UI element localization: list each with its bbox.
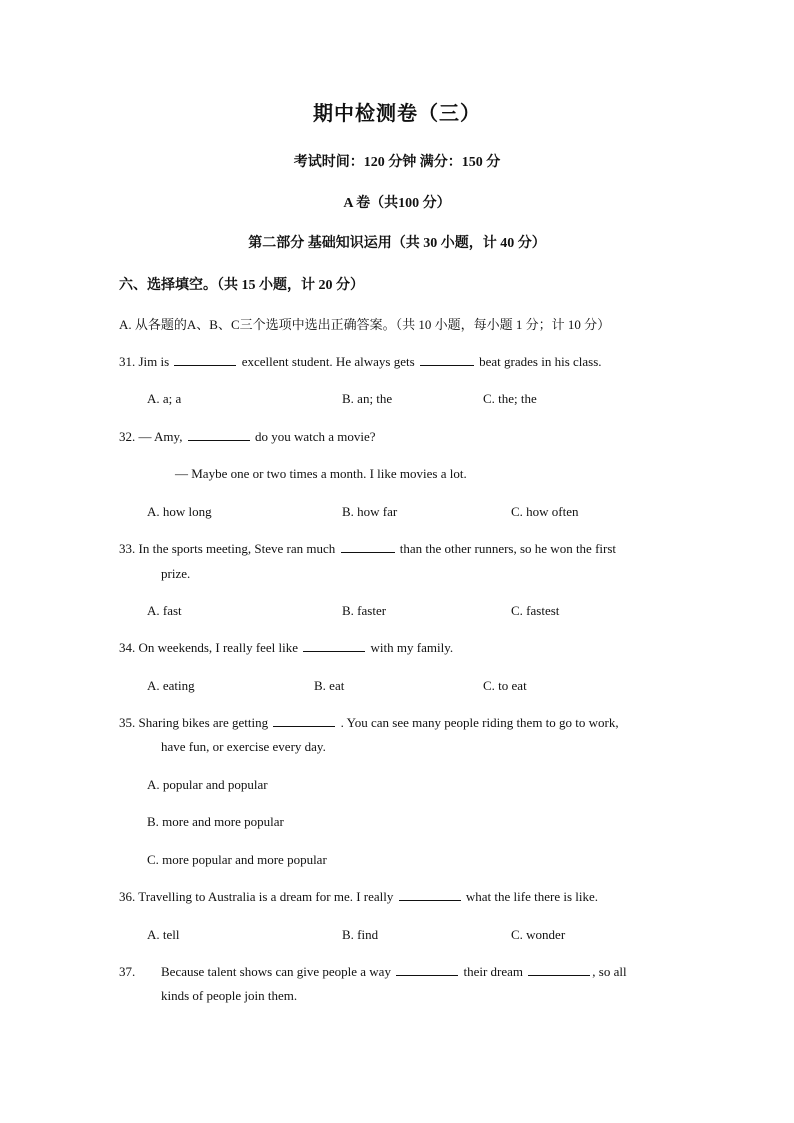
question-37-number: 37.: [119, 964, 136, 979]
question-37: [161, 964, 627, 980]
option-c: C. the; the: [483, 391, 537, 406]
option-a: A. tell: [147, 927, 180, 942]
page-title: 期中检测卷（三）: [313, 103, 481, 125]
question-32-reply: — Maybe one or two times a month. I like movies a lot.: [175, 466, 467, 481]
option-b: B. faster: [342, 603, 387, 618]
option-c: C. wonder: [511, 927, 566, 942]
answer-blank: [303, 640, 365, 652]
question-35-continued: have fun, or exercise every day.: [161, 739, 326, 754]
question-text: 35. Sharing bikes are getting: [119, 715, 269, 730]
question-37-continued: kinds of people join them.: [161, 988, 298, 1003]
option-b: B. an; the: [342, 391, 393, 406]
option-c: C. to eat: [483, 678, 527, 693]
question-text: do you watch a movie?: [254, 429, 376, 444]
question-text: 33. In the sports meeting, Steve ran much: [119, 541, 336, 556]
answer-blank: [341, 541, 395, 553]
question-text: excellent student. He always gets: [241, 354, 415, 369]
option-c: C. how often: [511, 504, 579, 519]
option-c: C. fastest: [511, 603, 560, 618]
option-b: B. how far: [342, 504, 398, 519]
question-text: Because talent shows can give people a way: [161, 964, 391, 979]
question-31: [119, 354, 602, 370]
option-a: A. eating: [147, 678, 195, 693]
answer-blank: [174, 354, 236, 366]
option-c: C. more popular and more popular: [147, 852, 327, 867]
question-text: their dream: [463, 964, 524, 979]
volume-heading: A 卷（共100 分）: [343, 196, 451, 211]
option-b: B. find: [342, 927, 379, 942]
question-text: than the other runners, so he won the first: [399, 541, 617, 556]
part-heading: 第二部分 基础知识运用（共 30 小题，计 40 分）: [248, 236, 546, 251]
answer-blank: [399, 889, 461, 901]
question-text: what the life there is like.: [465, 889, 599, 904]
section-heading: 六、选择填空。（共 15 小题，计 20 分）: [119, 278, 364, 293]
option-a: A. fast: [147, 603, 182, 618]
question-text: 32. — Amy,: [119, 429, 183, 444]
answer-blank: [528, 964, 590, 976]
question-text: 36. Travelling to Australia is a dream for me. I really: [119, 889, 394, 904]
option-b: B. eat: [314, 678, 345, 693]
question-text: , so all: [592, 964, 627, 979]
option-b: B. more and more popular: [147, 814, 284, 829]
question-34: [119, 640, 453, 656]
answer-blank: [396, 964, 458, 976]
section-instruction: A. 从各题的A、B、C三个选项中选出正确答案。（共 10 小题，每小题 1 分；计 10 分）: [119, 317, 611, 332]
answer-blank: [188, 429, 250, 441]
answer-blank: [420, 354, 474, 366]
option-a: A. popular and popular: [147, 777, 268, 792]
question-text: beat grades in his class.: [479, 354, 602, 369]
question-36: [119, 889, 598, 905]
option-a: A. how long: [147, 504, 212, 519]
question-33: [119, 541, 616, 557]
question-text: . You can see many people riding them to go to work,: [340, 715, 619, 730]
question-text: with my family.: [370, 640, 454, 655]
question-text: 31. Jim is: [119, 354, 170, 369]
question-32: [119, 429, 376, 445]
question-33-continued: prize.: [161, 566, 191, 581]
question-35: [119, 715, 619, 731]
option-a: A. a; a: [147, 391, 182, 406]
exam-info: 考试时间：120 分钟 满分：150 分: [293, 155, 501, 170]
answer-blank: [273, 715, 335, 727]
question-text: 34. On weekends, I really feel like: [119, 640, 299, 655]
